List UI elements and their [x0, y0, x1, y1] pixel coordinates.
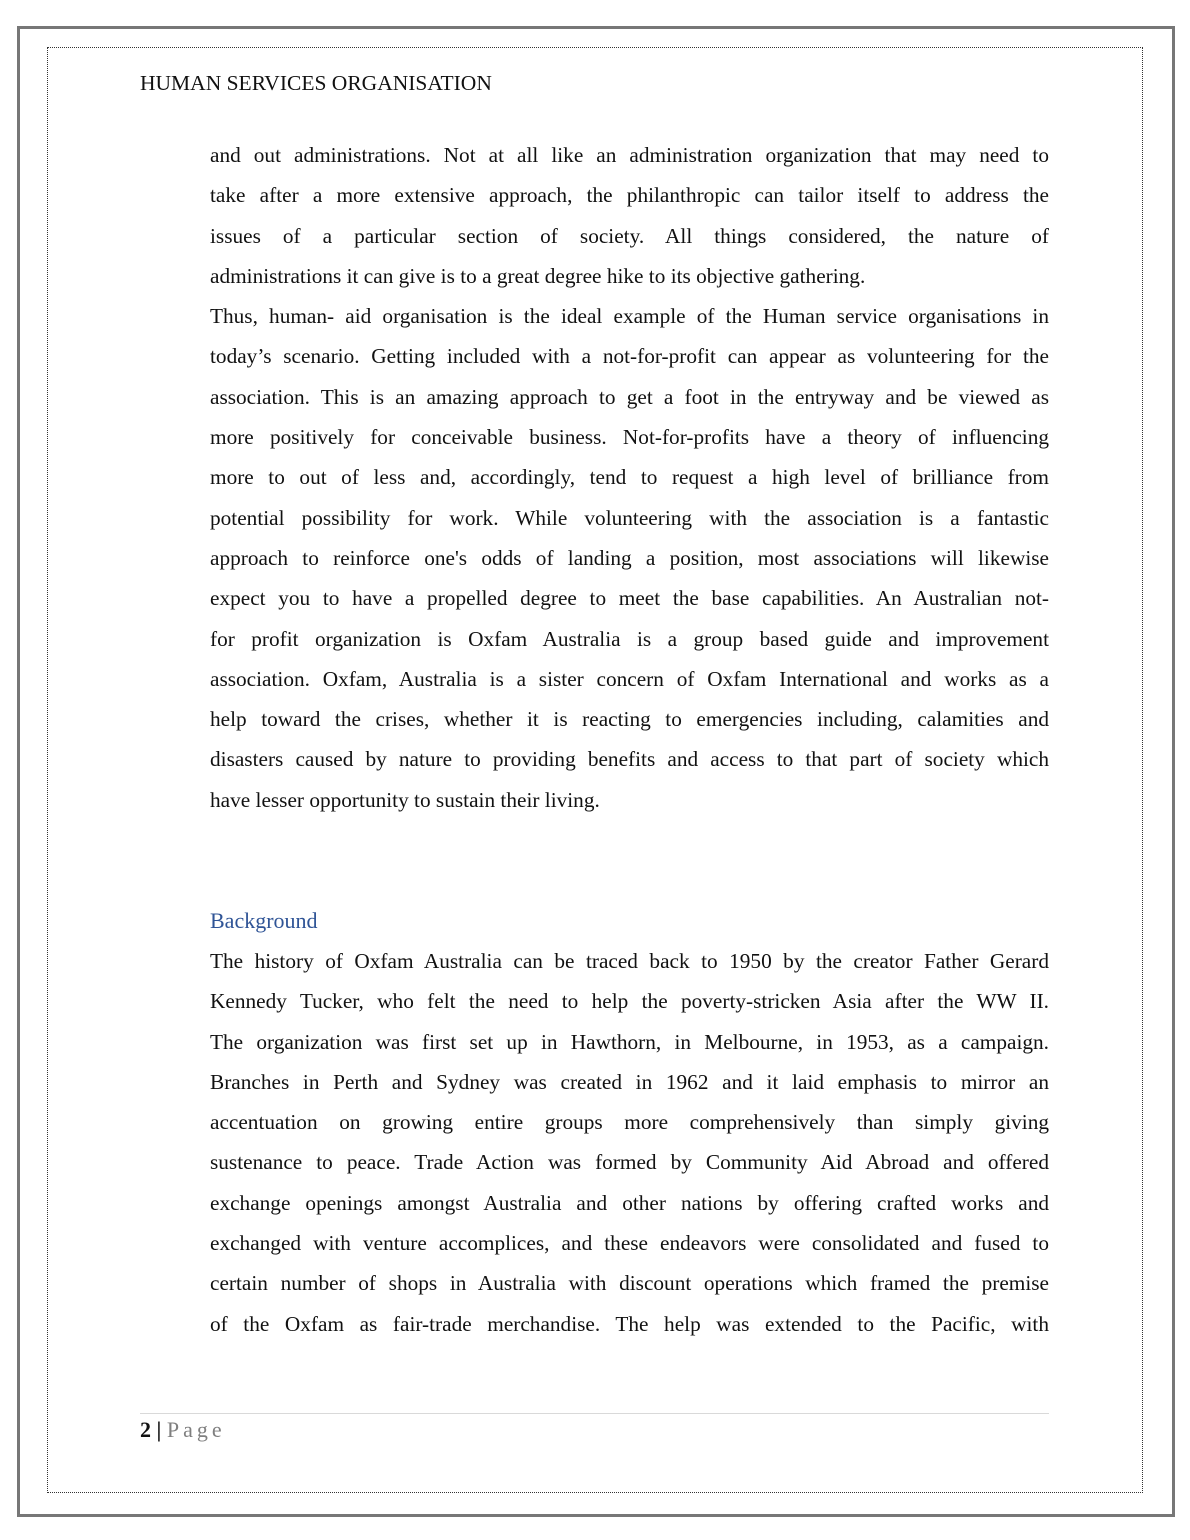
text-line: certain number of shops in Australia with discount operations which framed the premise [210, 1271, 1049, 1296]
page-footer [140, 1417, 226, 1443]
paragraph [210, 947, 1049, 1350]
text-line: Thus, human- aid organisation is the ideal example of the Human service organisations in [210, 304, 1049, 329]
page-label: Page [166, 1417, 226, 1442]
document-body [210, 141, 1049, 1350]
text-line: Branches in Perth and Sydney was created in 1962 and it laid emphasis to mirror an [210, 1069, 1049, 1094]
text-line: have lesser opportunity to sustain their living. [210, 787, 600, 812]
text-line: for profit organization is Oxfam Australia is a group based guide and improvement [210, 626, 1049, 651]
text-line: The organization was first set up in Hawthorn, in Melbourne, in 1953, as a campaign. [210, 1029, 1049, 1054]
text-line: of the Oxfam as fair-trade merchandise. The help was extended to the Pacific, with [210, 1311, 1049, 1336]
section-heading: Background [210, 907, 318, 933]
text-line: association. Oxfam, Australia is a sister concern of Oxfam International and works as a [210, 666, 1049, 691]
text-line: The history of Oxfam Australia can be traced back to 1950 by the creator Father Gerard [210, 948, 1049, 973]
page-number: 2 [140, 1417, 151, 1442]
text-line: disasters caused by nature to providing benefits and access to that part of society which [210, 747, 1049, 772]
text-line: today’s scenario. Getting included with a not-for-profit can appear as volunteering for the [210, 344, 1049, 369]
text-line: take after a more extensive approach, the philanthropic can tailor itself to address the [210, 183, 1049, 208]
paragraph [210, 141, 1049, 302]
text-line: and out administrations. Not at all like an administration organization that may need to [210, 143, 1049, 167]
text-line: exchange openings amongst Australia and other nations by offering crafted works and [210, 1190, 1049, 1215]
paragraphs-before [210, 141, 1049, 826]
text-line: association. This is an amazing approach to get a foot in the entryway and be viewed as [210, 384, 1049, 409]
text-line: accentuation on growing entire groups more comprehensively than simply giving [210, 1110, 1049, 1135]
text-line: exchanged with venture accomplices, and these endeavors were consolidated and fused to [210, 1231, 1049, 1256]
text-line: help toward the crises, whether it is reacting to emergencies including, calamities and [210, 707, 1049, 732]
text-line: issues of a particular section of society. All things considered, the nature of [210, 223, 1049, 248]
text-line: approach to reinforce one's odds of landing a position, most associations will likewise [210, 545, 1049, 570]
running-header: HUMAN SERVICES ORGANISATION [140, 71, 492, 95]
footer-rule [140, 1413, 1049, 1414]
footer-separator: | [156, 1417, 162, 1442]
text-line: potential possibility for work. While volunteering with the association is a fantastic [210, 505, 1049, 530]
text-line: more to out of less and, accordingly, tend to request a high level of brilliance from [210, 465, 1049, 490]
paragraphs-after [210, 947, 1049, 1350]
paragraph [210, 302, 1049, 826]
text-line: more positively for conceivable business. Not-for-profits have a theory of influencing [210, 425, 1049, 450]
text-line: expect you to have a propelled degree to meet the base capabilities. An Australian not- [210, 586, 1049, 611]
text-line: Kennedy Tucker, who felt the need to help the poverty-stricken Asia after the WW II. [210, 989, 1049, 1014]
text-line: sustenance to peace. Trade Action was formed by Community Aid Abroad and offered [210, 1150, 1049, 1175]
text-line: administrations it can give is to a great degree hike to its objective gathering. [210, 263, 866, 288]
